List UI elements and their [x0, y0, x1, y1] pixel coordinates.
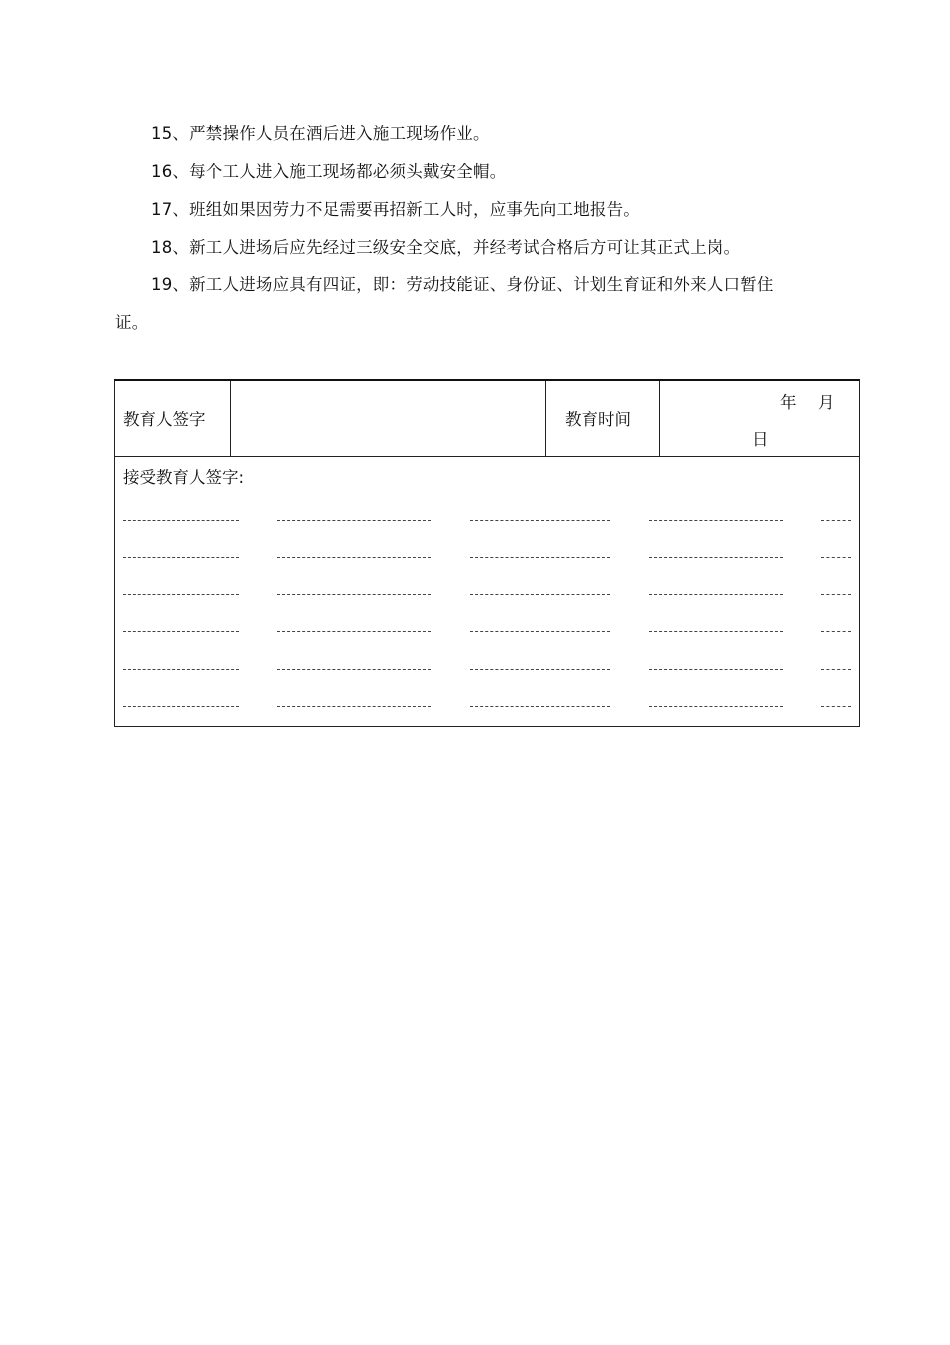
signature-line[interactable] — [277, 594, 431, 595]
rule-text: 、新工人进场应具有四证，即：劳动技能证、身份证、计划生育证和外来人口暂住 — [172, 275, 774, 294]
signature-line[interactable] — [123, 669, 239, 670]
rule-number: 17 — [151, 200, 173, 219]
rule-text-continuation: 证。 — [115, 313, 149, 332]
signature-line[interactable] — [649, 594, 783, 595]
signature-line[interactable] — [821, 706, 851, 707]
signature-line[interactable] — [821, 631, 851, 632]
signature-line[interactable] — [470, 557, 610, 558]
signature-line[interactable] — [277, 557, 431, 558]
signature-line[interactable] — [123, 520, 239, 521]
signature-line[interactable] — [123, 594, 239, 595]
signature-line[interactable] — [470, 594, 610, 595]
signature-line[interactable] — [649, 669, 783, 670]
educator-label: 教育人签字 — [123, 410, 206, 429]
rule-text: 、班组如果因劳力不足需要再招新工人时，应事先向工地报告。 — [172, 200, 641, 219]
signature-table — [114, 379, 860, 727]
rule-item-19 — [115, 266, 815, 303]
signature-line[interactable] — [277, 631, 431, 632]
rule-number: 19 — [151, 275, 173, 294]
recipient-signature-label: 接受教育人签字: — [123, 468, 245, 487]
signature-line[interactable] — [123, 706, 239, 707]
day-label: 日 — [752, 430, 769, 449]
signature-line[interactable] — [821, 520, 851, 521]
year-label: 年 — [780, 393, 797, 412]
rule-item-16 — [115, 153, 815, 190]
rule-text: 、每个工人进入施工现场都必须头戴安全帽。 — [172, 162, 507, 181]
time-label: 教育时间 — [565, 410, 631, 429]
signature-line[interactable] — [470, 706, 610, 707]
signature-line[interactable] — [277, 706, 431, 707]
rule-item-18 — [115, 229, 815, 266]
signature-line[interactable] — [123, 631, 239, 632]
signature-line[interactable] — [470, 520, 610, 521]
signature-line[interactable] — [470, 631, 610, 632]
signature-line[interactable] — [821, 557, 851, 558]
rule-item-15 — [115, 115, 815, 152]
rule-item-17 — [115, 191, 815, 228]
signature-line[interactable] — [649, 631, 783, 632]
rule-number: 16 — [151, 162, 173, 181]
signature-line[interactable] — [649, 520, 783, 521]
signature-line[interactable] — [821, 594, 851, 595]
signature-line[interactable] — [277, 520, 431, 521]
month-label: 月 — [818, 393, 835, 412]
signature-line[interactable] — [821, 669, 851, 670]
rule-text: 、严禁操作人员在酒后进入施工现场作业。 — [172, 124, 490, 143]
recipient-signature-lines[interactable] — [115, 381, 859, 727]
signature-line[interactable] — [123, 557, 239, 558]
signature-line[interactable] — [649, 557, 783, 558]
signature-line[interactable] — [649, 706, 783, 707]
rule-number: 18 — [151, 238, 173, 257]
rule-number: 15 — [151, 124, 173, 143]
signature-line[interactable] — [277, 669, 431, 670]
signature-line[interactable] — [470, 669, 610, 670]
rule-text: 、新工人进场后应先经过三级安全交底，并经考试合格后方可让其正式上岗。 — [172, 238, 741, 257]
rule-item-19-continuation — [115, 304, 815, 341]
